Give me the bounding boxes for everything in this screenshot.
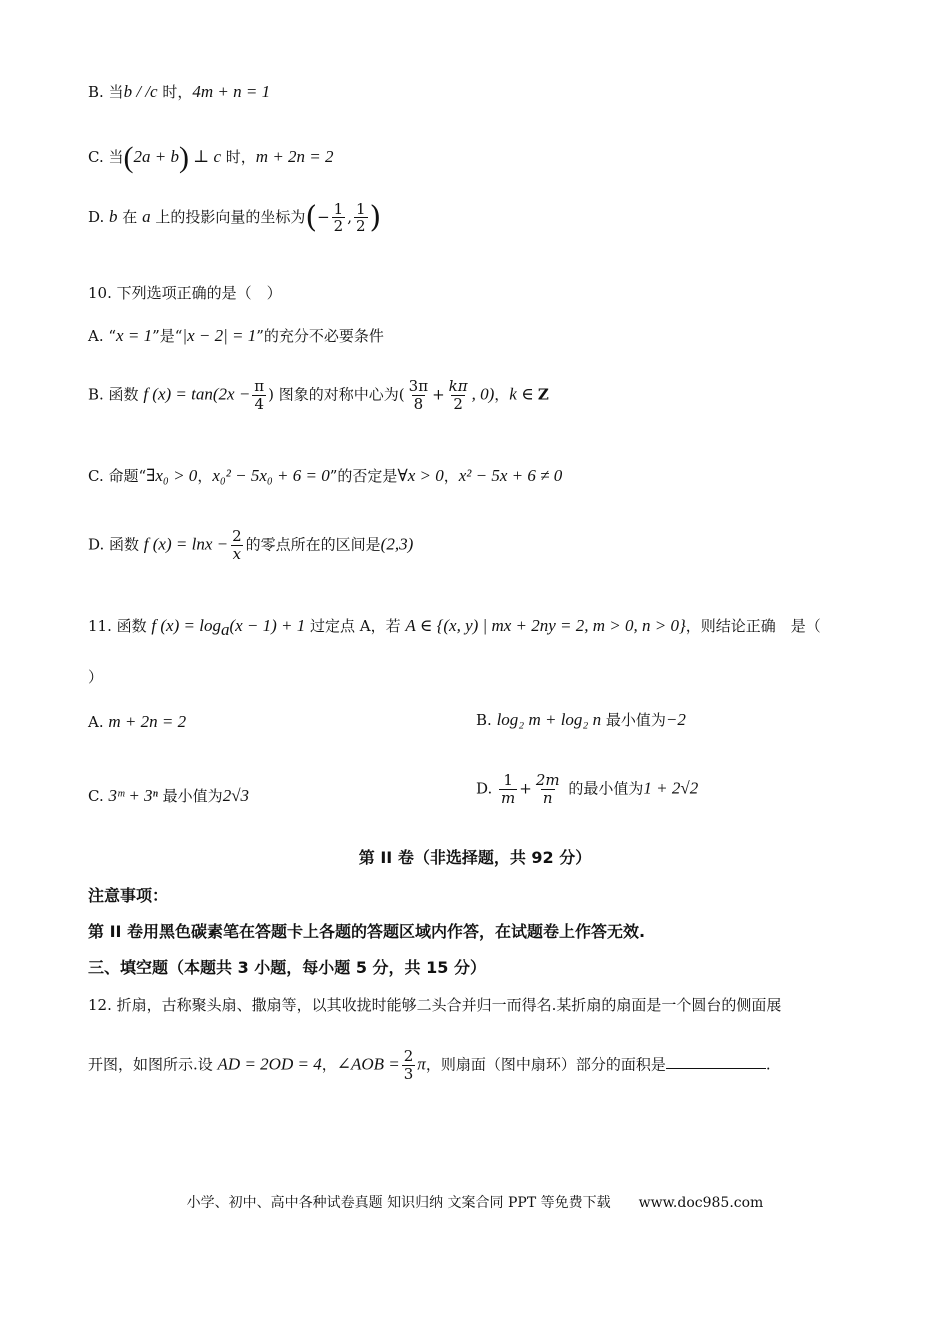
option-label: A. bbox=[88, 713, 109, 731]
math-expr: f (x) = lnx − bbox=[143, 534, 229, 554]
q10-option-c bbox=[88, 466, 562, 486]
text: 上的投影向量的坐标为 bbox=[150, 208, 306, 226]
page-footer: 小学、初中、高中各种试卷真题 知识归纳 文案合同 PPT 等免费下载 www.doc985.com bbox=[186, 1195, 764, 1211]
math-expr: 2√3 bbox=[222, 786, 250, 805]
math-expr: π bbox=[417, 1054, 426, 1074]
q9-option-d: D. b 在 a 上的投影向量的坐标为(− $\frac{1}{2}$ , $\frac{1}{2}$ ) bbox=[88, 199, 382, 236]
q11-close: ） bbox=[88, 668, 104, 686]
math-expr: ⊥ c bbox=[193, 146, 222, 166]
text: 过定点 A，若 bbox=[305, 617, 406, 635]
math-expr: x² − 5x + 6 ≠ 0 bbox=[458, 466, 563, 485]
option-label: B. 当 bbox=[88, 83, 124, 101]
text: ， bbox=[443, 467, 459, 485]
math-expr: 2a + b bbox=[133, 146, 179, 166]
text: 时， bbox=[221, 147, 256, 166]
math-expr: log₂ m + log₂ n bbox=[496, 710, 602, 729]
math-sub: a bbox=[220, 620, 230, 639]
q11-option-d: D. $\frac{1}{m}$ + $\frac{2m}{n}$ 的最小值为1 + 2√2 bbox=[476, 771, 699, 807]
fraction: $\frac{1}{2}$ bbox=[355, 199, 366, 236]
math-expr: ∃x₀ > 0 bbox=[146, 466, 198, 485]
text: 的零点所在的区间是 bbox=[245, 535, 381, 554]
text: ， bbox=[321, 1055, 337, 1074]
answer-blank[interactable] bbox=[666, 1054, 766, 1069]
q11-stem bbox=[88, 616, 821, 640]
q11-option-b bbox=[476, 710, 686, 730]
math-expr: f (x) = tan(2x − bbox=[143, 384, 251, 404]
math-expr: f (x) = log bbox=[151, 616, 221, 635]
paren-right: ) bbox=[178, 141, 189, 174]
fraction: $\frac{1}{m}$ bbox=[501, 771, 516, 807]
integer-set: Z bbox=[537, 385, 549, 404]
paren-right: ) bbox=[369, 200, 382, 235]
text: ”的充分不必要条件 bbox=[256, 327, 384, 345]
text: 的最小值为 bbox=[563, 779, 644, 798]
fraction: $\frac{3\pi}{8}$ bbox=[408, 377, 429, 413]
math-expr: (2,3) bbox=[380, 534, 414, 554]
text: . bbox=[765, 1055, 771, 1074]
part-three-heading: 三、填空题（本题共 3 小题，每小题 5 分，共 15 分） bbox=[88, 958, 486, 977]
notice-body: 第 II 卷用黑色碳素笔在答题卡上各题的答题区域内作答，在试题卷上作答无效. bbox=[88, 922, 646, 941]
option-label: D. 函数 bbox=[88, 535, 144, 554]
math-expr: , 0) bbox=[471, 384, 495, 404]
math-var: a bbox=[142, 207, 151, 226]
q10-option-b: B. 函数 f (x) = tan(2x − $\frac{\pi}{4}$ ) 图象的对称中心为( $\frac{3\pi}{8}$ + $\frac{k\pi}{2}$ , 0)，k ∈ Z bbox=[88, 377, 549, 413]
math-expr: m + 2n = 2 bbox=[108, 712, 187, 731]
text: 最小值为 bbox=[601, 711, 666, 729]
fraction: $\frac{1}{2}$ bbox=[333, 199, 344, 236]
q10-option-a bbox=[88, 326, 384, 346]
math-expr: k ∈ bbox=[509, 384, 538, 404]
option-label: B. 函数 bbox=[88, 385, 144, 404]
math-expr: ∠AOB = bbox=[336, 1054, 400, 1074]
text: 在 bbox=[117, 208, 143, 226]
option-label: D. bbox=[88, 208, 110, 226]
fraction: $\frac{\pi}{4}$ bbox=[254, 377, 265, 413]
math-expr: m + 2n = 2 bbox=[255, 146, 334, 166]
text: 最小值为 bbox=[157, 787, 223, 805]
math-var: b bbox=[109, 207, 118, 226]
text: ，则扇面（图中扇环）部分的面积是 bbox=[425, 1055, 666, 1074]
math-expr: 1 + 2√2 bbox=[643, 778, 699, 798]
option-label: B. bbox=[476, 711, 497, 729]
section-title: 第 II 卷（非选择题，共 92 分） bbox=[358, 848, 592, 867]
option-label: C. 命题“ bbox=[88, 467, 147, 485]
option-label: D. bbox=[476, 779, 498, 798]
text: ， bbox=[197, 467, 213, 485]
text: ，则结论正确 是（ bbox=[685, 617, 821, 635]
math-expr: x₀² − 5x₀ + 6 = 0 bbox=[212, 466, 330, 485]
question-label: 11. 函数 bbox=[88, 617, 152, 635]
option-label: A. “ bbox=[88, 327, 117, 345]
text: ， bbox=[494, 385, 510, 404]
paren-left: ( bbox=[123, 141, 134, 174]
q12-line-2 bbox=[88, 1048, 771, 1083]
math-expr: A ∈ {(x, y) | mx + 2ny = 2, m > 0, n > 0} bbox=[405, 616, 686, 635]
text: ”是“ bbox=[152, 327, 183, 345]
text: 时， bbox=[157, 83, 193, 101]
math-expr: ∀x > 0 bbox=[397, 466, 444, 485]
option-label: C. bbox=[88, 787, 109, 805]
paren-left: ( bbox=[305, 200, 318, 235]
math-expr: 3ᵐ + 3ⁿ bbox=[108, 786, 158, 805]
option-label: C. 当 bbox=[88, 147, 124, 166]
q9-option-c bbox=[88, 140, 334, 176]
math-expr: x = 1 bbox=[116, 326, 153, 345]
text: 图象的对称中心为 bbox=[274, 385, 399, 404]
math-expr: 4m + n = 1 bbox=[192, 82, 271, 101]
q11-option-c bbox=[88, 786, 249, 806]
q11-option-a bbox=[88, 712, 186, 732]
notice-heading: 注意事项： bbox=[88, 886, 169, 905]
text: ”的否定是 bbox=[329, 467, 398, 485]
math-expr: (x − 1) + 1 bbox=[229, 616, 306, 635]
q9-option-b bbox=[88, 82, 270, 102]
text: 开图，如图所示.设 bbox=[88, 1055, 218, 1074]
math-expr: −2 bbox=[665, 710, 686, 729]
math-expr: b / /c bbox=[123, 82, 158, 101]
q10-title: 10. 下列选项正确的是（ ） bbox=[88, 284, 282, 302]
q10-option-d bbox=[88, 528, 413, 563]
fraction: $\frac{2}{3}$ bbox=[403, 1047, 414, 1083]
fraction: $\frac{2m}{n}$ bbox=[535, 771, 560, 807]
fraction: $\frac{2}{x}$ bbox=[232, 527, 242, 563]
fraction: $\frac{k\pi}{2}$ bbox=[448, 377, 468, 413]
q12-line-1: 12. 折扇，古称聚头扇、撒扇等，以其收拢时能够二头合并归一而得名.某折扇的扇面是一个圆台的侧面展 bbox=[88, 996, 782, 1014]
math-expr: |x − 2| = 1 bbox=[182, 326, 257, 345]
math-expr: AD = 2OD = 4 bbox=[217, 1054, 322, 1074]
